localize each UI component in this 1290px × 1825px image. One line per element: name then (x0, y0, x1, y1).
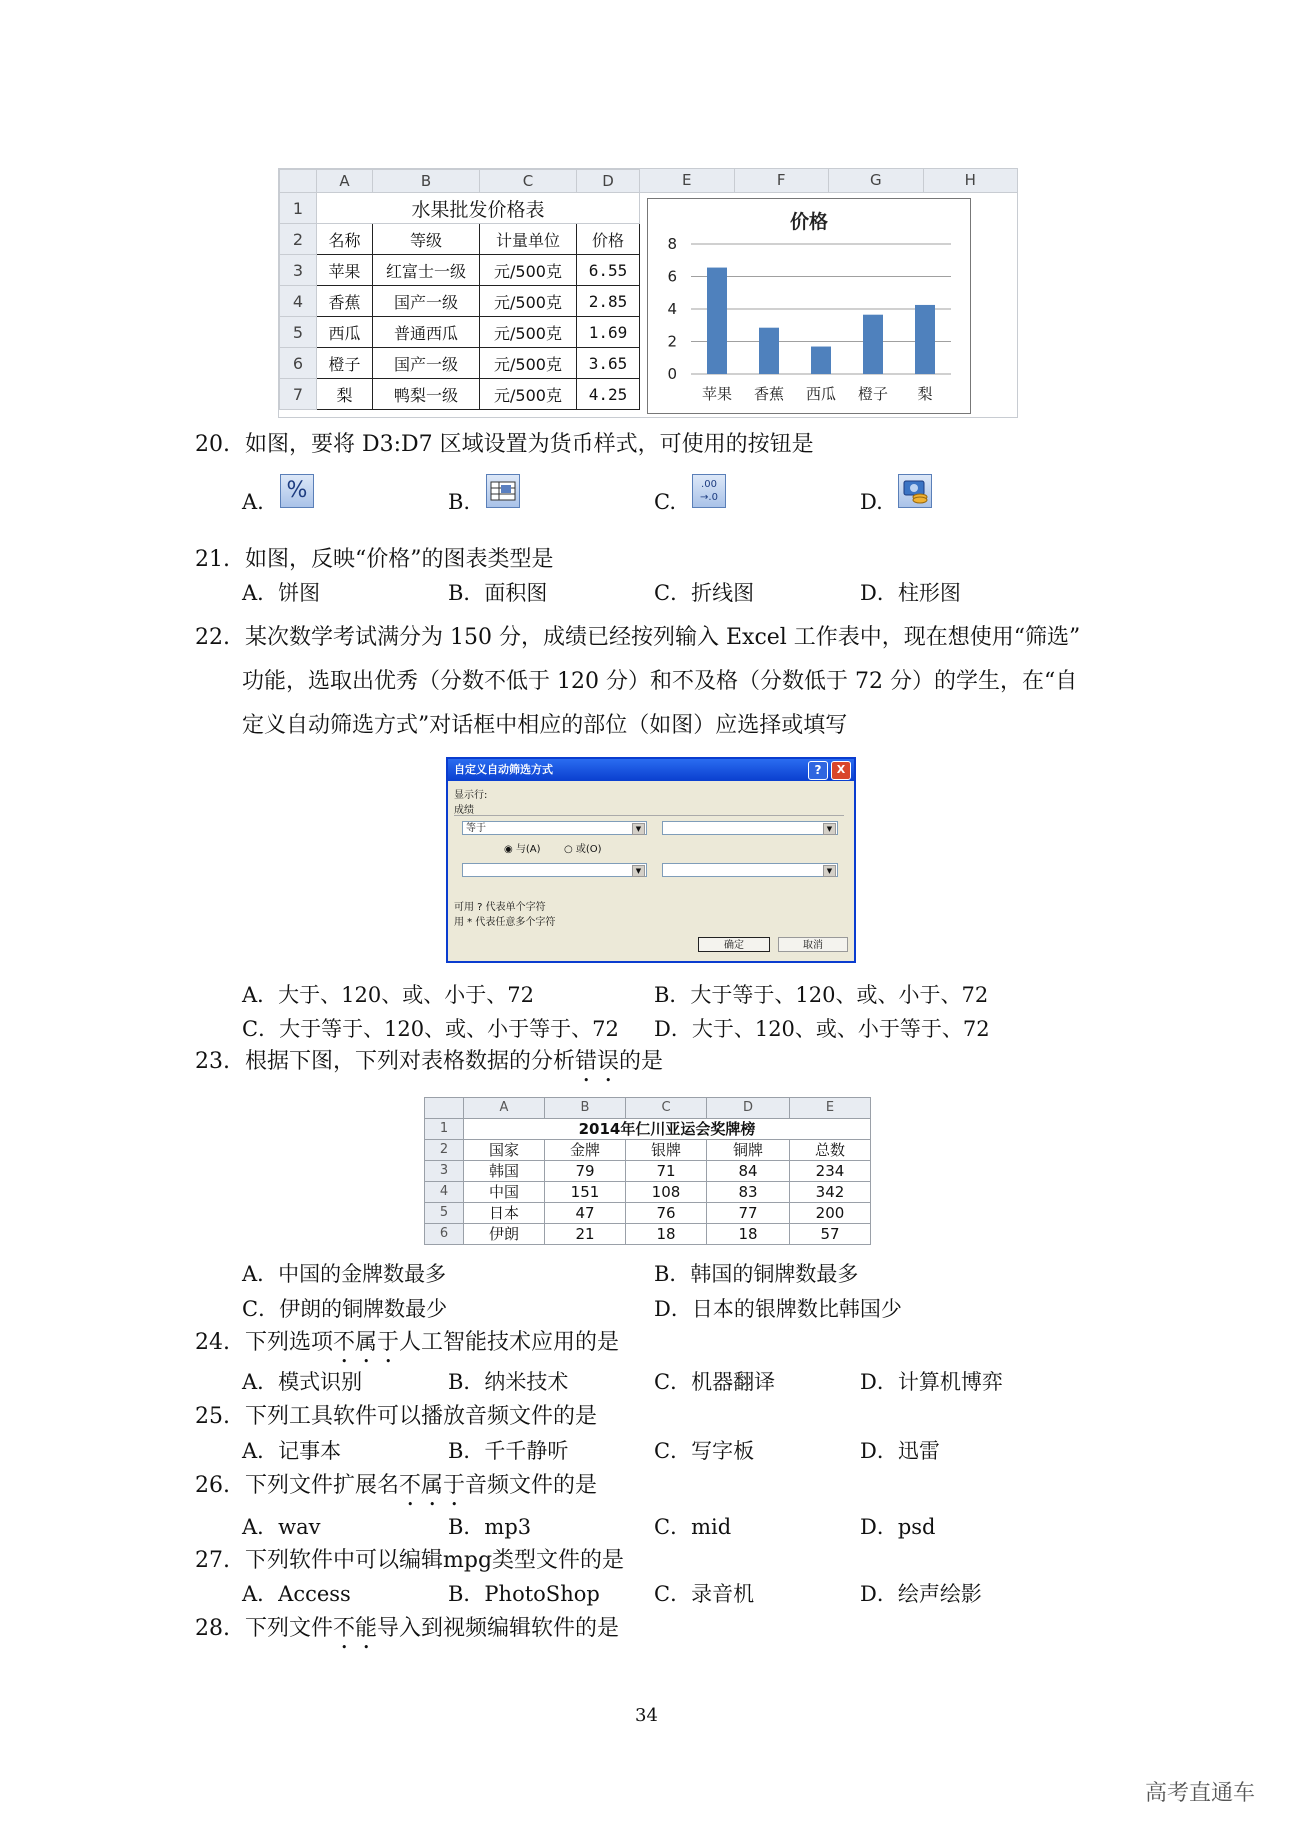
table-cell: 2.85 (577, 286, 640, 317)
col-header: A (317, 170, 373, 193)
table-cell: 77 (707, 1203, 790, 1224)
question-number: 24. (195, 1330, 230, 1355)
table-cell: 伊朗 (464, 1224, 545, 1245)
table-cell: 71 (626, 1161, 707, 1182)
table-cell: 76 (626, 1203, 707, 1224)
table-cell: 梨 (317, 379, 373, 410)
row-header: 6 (280, 348, 317, 379)
table-cell: 151 (545, 1182, 626, 1203)
excel-fruit-price-sheet (278, 168, 1018, 418)
option-a: A．模式识别 (242, 1370, 363, 1394)
row-header: 5 (280, 317, 317, 348)
value-select-1[interactable] (662, 821, 838, 835)
bar-3 (811, 347, 831, 374)
table-cell: 元/500克 (480, 286, 577, 317)
option-d: D．绘声绘影 (860, 1582, 982, 1606)
row-header: 2 (280, 224, 317, 255)
question-text (245, 1049, 663, 1074)
header-cell: 计量单位 (480, 224, 577, 255)
question-28 (195, 1614, 619, 1654)
row-header: 1 (425, 1119, 464, 1140)
option-c: C．大于等于、120、或、小于等于、72 (242, 1017, 619, 1041)
option-b: B．面积图 (448, 581, 548, 605)
option-c: C．机器翻译 (654, 1370, 776, 1394)
option-label-a: A. (242, 490, 264, 514)
decimal-top-glyph: .00 (701, 479, 717, 490)
question-text: 如图，要将 D3:D7 区域设置为货币样式，可使用的按钮是 (245, 432, 814, 457)
option-c: C．写字板 (654, 1439, 755, 1463)
table-cell: 普通西瓜 (373, 317, 480, 348)
table-cell: 国产一级 (373, 286, 480, 317)
x-tick-label: 苹果 (701, 385, 733, 403)
table-cell: 108 (626, 1182, 707, 1203)
row-header: 3 (425, 1161, 464, 1182)
bar-5 (915, 305, 935, 374)
y-tick-label: 8 (667, 235, 677, 253)
col-header: C (626, 1098, 707, 1119)
header-cell: 铜牌 (707, 1140, 790, 1161)
table-cell: 18 (626, 1224, 707, 1245)
field-label: 成绩 (454, 805, 474, 816)
col-header: E (790, 1098, 871, 1119)
col-header: D (707, 1098, 790, 1119)
header-cell: 名称 (317, 224, 373, 255)
operator-select-1[interactable] (462, 821, 647, 835)
row-header: 2 (425, 1140, 464, 1161)
x-tick-label: 西瓜 (805, 385, 837, 403)
option-a: A．饼图 (242, 581, 321, 605)
question-25 (195, 1402, 597, 1432)
row-header: 1 (280, 193, 317, 224)
y-tick-label: 4 (667, 300, 677, 318)
col-header: F (735, 169, 830, 192)
question-26 (195, 1471, 597, 1511)
option-c: C．折线图 (654, 581, 755, 605)
text-pre: 根据下图，下列对表格数据的分析 (245, 1049, 576, 1074)
option-d: D．大于、120、或、小于等于、72 (654, 1017, 990, 1041)
text-pre: 下列文件扩展名 (245, 1473, 400, 1498)
option-b: B．PhotoShop (448, 1582, 600, 1606)
table-cell: 元/500克 (480, 317, 577, 348)
table-title: 2014年仁川亚运会奖牌榜 (464, 1119, 871, 1140)
question-text-line3: 定义自动筛选方式”对话框中相应的部位（如图）应选择或填写 (242, 713, 848, 738)
question-text: 下列软件中可以编辑mpg类型文件的是 (245, 1548, 625, 1573)
or-radio[interactable]: ○ 或(O) (564, 844, 602, 855)
table-cell: 3.65 (577, 348, 640, 379)
comma-style-glyph (487, 475, 519, 507)
text-post: 人工智能技术应用的是 (399, 1330, 620, 1355)
operator-1-value: 等于 (466, 823, 486, 834)
bar-1 (707, 268, 727, 374)
header-cell: 等级 (373, 224, 480, 255)
question-text-line1: 某次数学考试满分为 150 分，成绩已经按列输入 Excel 工作表中，现在想使用“筛选” (245, 625, 1081, 650)
page-number: 34 (635, 1705, 658, 1726)
text-post: 导入到视频编辑软件的是 (377, 1616, 620, 1641)
hint-single-char: 可用 ? 代表单个字符 (454, 902, 546, 913)
header-cell: 银牌 (626, 1140, 707, 1161)
col-header: B (373, 170, 480, 193)
text-post: 音频文件的是 (465, 1473, 598, 1498)
y-tick-label: 6 (667, 267, 677, 286)
operator-select-2[interactable] (462, 863, 647, 877)
comma-style-icon[interactable] (486, 474, 520, 508)
cancel-button[interactable]: 取消 (778, 937, 848, 952)
col-header: G (829, 169, 924, 192)
currency-glyph (899, 475, 931, 507)
table-cell: 234 (790, 1161, 871, 1182)
row-header: 7 (280, 379, 317, 410)
option-d: D．柱形图 (860, 581, 961, 605)
header-cell: 总数 (790, 1140, 871, 1161)
chevron-down-icon: ▼ (823, 865, 836, 877)
option-label-c: C. (654, 490, 676, 514)
question-22 (195, 623, 1080, 653)
bar-2 (759, 328, 779, 374)
increase-decimal-icon[interactable] (692, 474, 726, 508)
text-pre: 下列选项 (245, 1330, 334, 1355)
text-emphasis: 不属于 (399, 1473, 466, 1498)
row-header: 6 (425, 1224, 464, 1245)
x-tick-label: 橙子 (857, 385, 889, 403)
table-cell: 元/500克 (480, 379, 577, 410)
question-21 (195, 545, 554, 575)
text-pre: 下列文件 (245, 1616, 334, 1641)
table-cell: 橙子 (317, 348, 373, 379)
question-number: 28. (195, 1616, 230, 1641)
show-rows-label: 显示行: (454, 790, 488, 801)
question-number: 23. (195, 1049, 230, 1074)
dialog-titlebar (448, 759, 854, 781)
question-number: 26. (195, 1473, 230, 1498)
table-cell: 西瓜 (317, 317, 373, 348)
x-tick-label: 香蕉 (753, 385, 785, 403)
header-cell: 国家 (464, 1140, 545, 1161)
option-c: C．mid (654, 1515, 732, 1539)
question-text: 如图，反映“价格”的图表类型是 (245, 547, 554, 572)
watermark: 高考直通车 (1145, 1781, 1256, 1806)
ok-button[interactable]: 确定 (698, 937, 770, 952)
price-bar-chart (647, 198, 971, 414)
row-header: 4 (425, 1182, 464, 1203)
col-header: E (640, 169, 735, 192)
custom-autofilter-dialog (446, 757, 856, 963)
value-select-2[interactable] (662, 863, 838, 877)
text-emphasis: 错误 (575, 1049, 620, 1074)
help-button[interactable]: ? (808, 761, 828, 780)
question-20 (195, 430, 814, 460)
x-tick-label: 梨 (917, 385, 933, 403)
table-cell: 香蕉 (317, 286, 373, 317)
table-cell: 83 (707, 1182, 790, 1203)
table-cell: 元/500克 (480, 348, 577, 379)
table-cell: 元/500克 (480, 255, 577, 286)
question-number: 25. (195, 1404, 230, 1429)
dialog-title: 自定义自动筛选方式 (454, 763, 553, 776)
table-cell: 苹果 (317, 255, 373, 286)
option-b: B．mp3 (448, 1515, 532, 1539)
table-title: 水果批发价格表 (317, 193, 640, 224)
option-a: A．记事本 (242, 1439, 342, 1463)
table-cell: 79 (545, 1161, 626, 1182)
table-cell: 日本 (464, 1203, 545, 1224)
text-post: 的是 (619, 1049, 664, 1074)
option-c: C．录音机 (654, 1582, 755, 1606)
chevron-down-icon: ▼ (632, 865, 645, 877)
question-23 (195, 1047, 663, 1087)
bar-4 (863, 315, 883, 374)
question-text-line2: 功能，选取出优秀（分数不低于 120 分）和不及格（分数低于 72 分）的学生，在“自 (242, 669, 1078, 694)
table-cell: 200 (790, 1203, 871, 1224)
question-number: 22. (195, 625, 230, 650)
question-text (245, 1473, 597, 1498)
or-label: 或(O) (575, 844, 602, 855)
table-cell: 47 (545, 1203, 626, 1224)
row-header: 3 (280, 255, 317, 286)
option-a: A．Access (242, 1582, 351, 1606)
chart-title: 价格 (789, 211, 829, 233)
header-cell: 价格 (577, 224, 640, 255)
col-header: H (964, 171, 976, 189)
table-cell: 342 (790, 1182, 871, 1203)
y-tick-label: 2 (667, 332, 677, 351)
question-text (245, 1616, 619, 1641)
table-cell: 84 (707, 1161, 790, 1182)
option-label-d: D. (860, 490, 883, 514)
option-c: C．伊朗的铜牌数最少 (242, 1297, 448, 1321)
table-cell: 57 (790, 1224, 871, 1245)
option-a: A．中国的金牌数最多 (242, 1262, 447, 1286)
and-label: 与(A) (515, 844, 541, 855)
col-header: A (464, 1098, 545, 1119)
divider (454, 815, 844, 816)
table-cell: 4.25 (577, 379, 640, 410)
question-27 (195, 1546, 624, 1576)
table-cell: 红富士一级 (373, 255, 480, 286)
option-d: D．计算机博弈 (860, 1370, 1003, 1394)
col-header: D (577, 170, 640, 193)
option-b: B．韩国的铜牌数最多 (654, 1262, 859, 1286)
option-d: D．迅雷 (860, 1439, 940, 1463)
text-emphasis: 不属于 (333, 1330, 400, 1355)
header-cell: 金牌 (545, 1140, 626, 1161)
currency-style-icon[interactable] (898, 474, 932, 508)
table-cell: 6.55 (577, 255, 640, 286)
question-24 (195, 1328, 619, 1368)
row-header: 5 (425, 1203, 464, 1224)
y-tick-label: 0 (667, 365, 677, 383)
option-d: D．日本的银牌数比韩国少 (654, 1297, 902, 1321)
option-a: A．大于、120、或、小于、72 (242, 983, 534, 1007)
question-text: 下列工具软件可以播放音频文件的是 (245, 1404, 598, 1429)
option-label-b: B. (448, 490, 471, 514)
chevron-down-icon: ▼ (632, 823, 645, 835)
option-b: B．大于等于、120、或、小于、72 (654, 983, 989, 1007)
corner-cell (280, 170, 317, 193)
percent-glyph: % (286, 478, 308, 503)
medal-table (424, 1097, 871, 1245)
table-cell: 18 (707, 1224, 790, 1245)
option-d: D．psd (860, 1515, 936, 1539)
question-number: 20. (195, 432, 230, 457)
fruit-price-table (279, 169, 640, 410)
question-text (245, 1330, 619, 1355)
corner-cell (425, 1098, 464, 1119)
table-cell: 中国 (464, 1182, 545, 1203)
option-b: B．纳米技术 (448, 1370, 569, 1394)
question-number: 27. (195, 1548, 230, 1573)
chevron-down-icon: ▼ (823, 823, 836, 835)
col-header-row (640, 169, 1017, 193)
col-header: B (545, 1098, 626, 1119)
close-button[interactable]: X (831, 761, 851, 780)
table-cell: 国产一级 (373, 348, 480, 379)
hint-multi-char: 用 * 代表任意多个字符 (454, 917, 556, 928)
question-number: 21. (195, 547, 230, 572)
col-header: C (480, 170, 577, 193)
table-cell: 1.69 (577, 317, 640, 348)
table-cell: 韩国 (464, 1161, 545, 1182)
row-header: 4 (280, 286, 317, 317)
table-cell: 21 (545, 1224, 626, 1245)
percent-style-icon[interactable] (280, 474, 314, 508)
decimal-bottom-glyph: →.0 (700, 492, 718, 503)
and-radio[interactable]: ◉ 与(A) (504, 844, 541, 855)
option-a: A．wav (242, 1515, 321, 1539)
table-cell: 鸭梨一级 (373, 379, 480, 410)
option-b: B．千千静听 (448, 1439, 569, 1463)
text-emphasis: 不能 (333, 1616, 378, 1641)
